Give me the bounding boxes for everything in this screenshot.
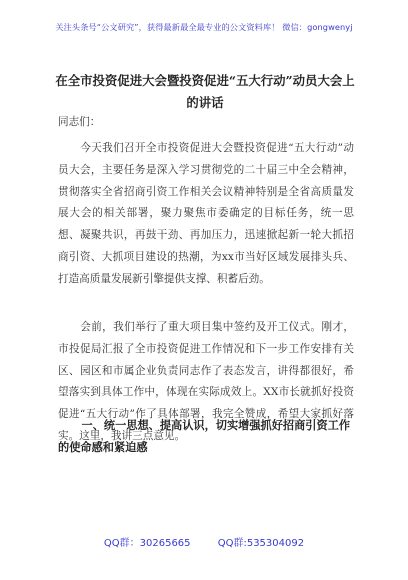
document-title <box>40 70 370 114</box>
footer-qq-group-2: QQ群:535304092 <box>217 538 305 549</box>
title-line-1: 在全市投资促进大会暨投资促进“五大行动”动员大会上 <box>55 73 355 88</box>
section-heading-1: 一、统一思想、提高认识，切实增强抓好招商引资工作的使命感和紧迫感 <box>58 418 351 454</box>
paragraph-2: 会前，我们举行了重大项目集中签约及开工仪式。刚才，市投促局汇报了全市投资促进工作情况和下一步工作安排有关区、园区和市属企业负责同志作了表态发言，讲得都很好，希望落实到具体工作中，体现在实际成效上。XX市长就抓好投资促进“五大行动”作了具体部署，我完全赞成，希望大家抓好落实。这里，我讲三点意见。 <box>58 321 354 442</box>
title-line-2: 的讲话 <box>186 95 224 110</box>
paragraph-1: 今天我们召开全市投资促进大会暨投资促进“五大行动”动员大会，主要任务是深入学习贯彻党的二十届三中全会精神，贯彻落实全省招商引资工作相关会议精神特别是全省高质量发展大会的相关部署，聚力聚焦市委确定的目标任务，统一思想、凝聚共识，再鼓干劲、再加压力，迅速掀起新一轮大抓招商引资、大抓项目建设的热潮，为xx市当好区域发展排头兵、打造高质量发展新引擎提供支撑、积蓄后劲。 <box>58 142 354 285</box>
header-text: 关注头条号“公文研究”，获得最新最全最专业的公文资料库！ 微信：gongwenyj <box>55 22 353 32</box>
page-header-banner <box>0 22 408 33</box>
page-footer <box>0 534 408 549</box>
footer-qq-group-1: QQ群：30265665 <box>103 538 191 549</box>
salutation: 同志们： <box>58 116 101 128</box>
